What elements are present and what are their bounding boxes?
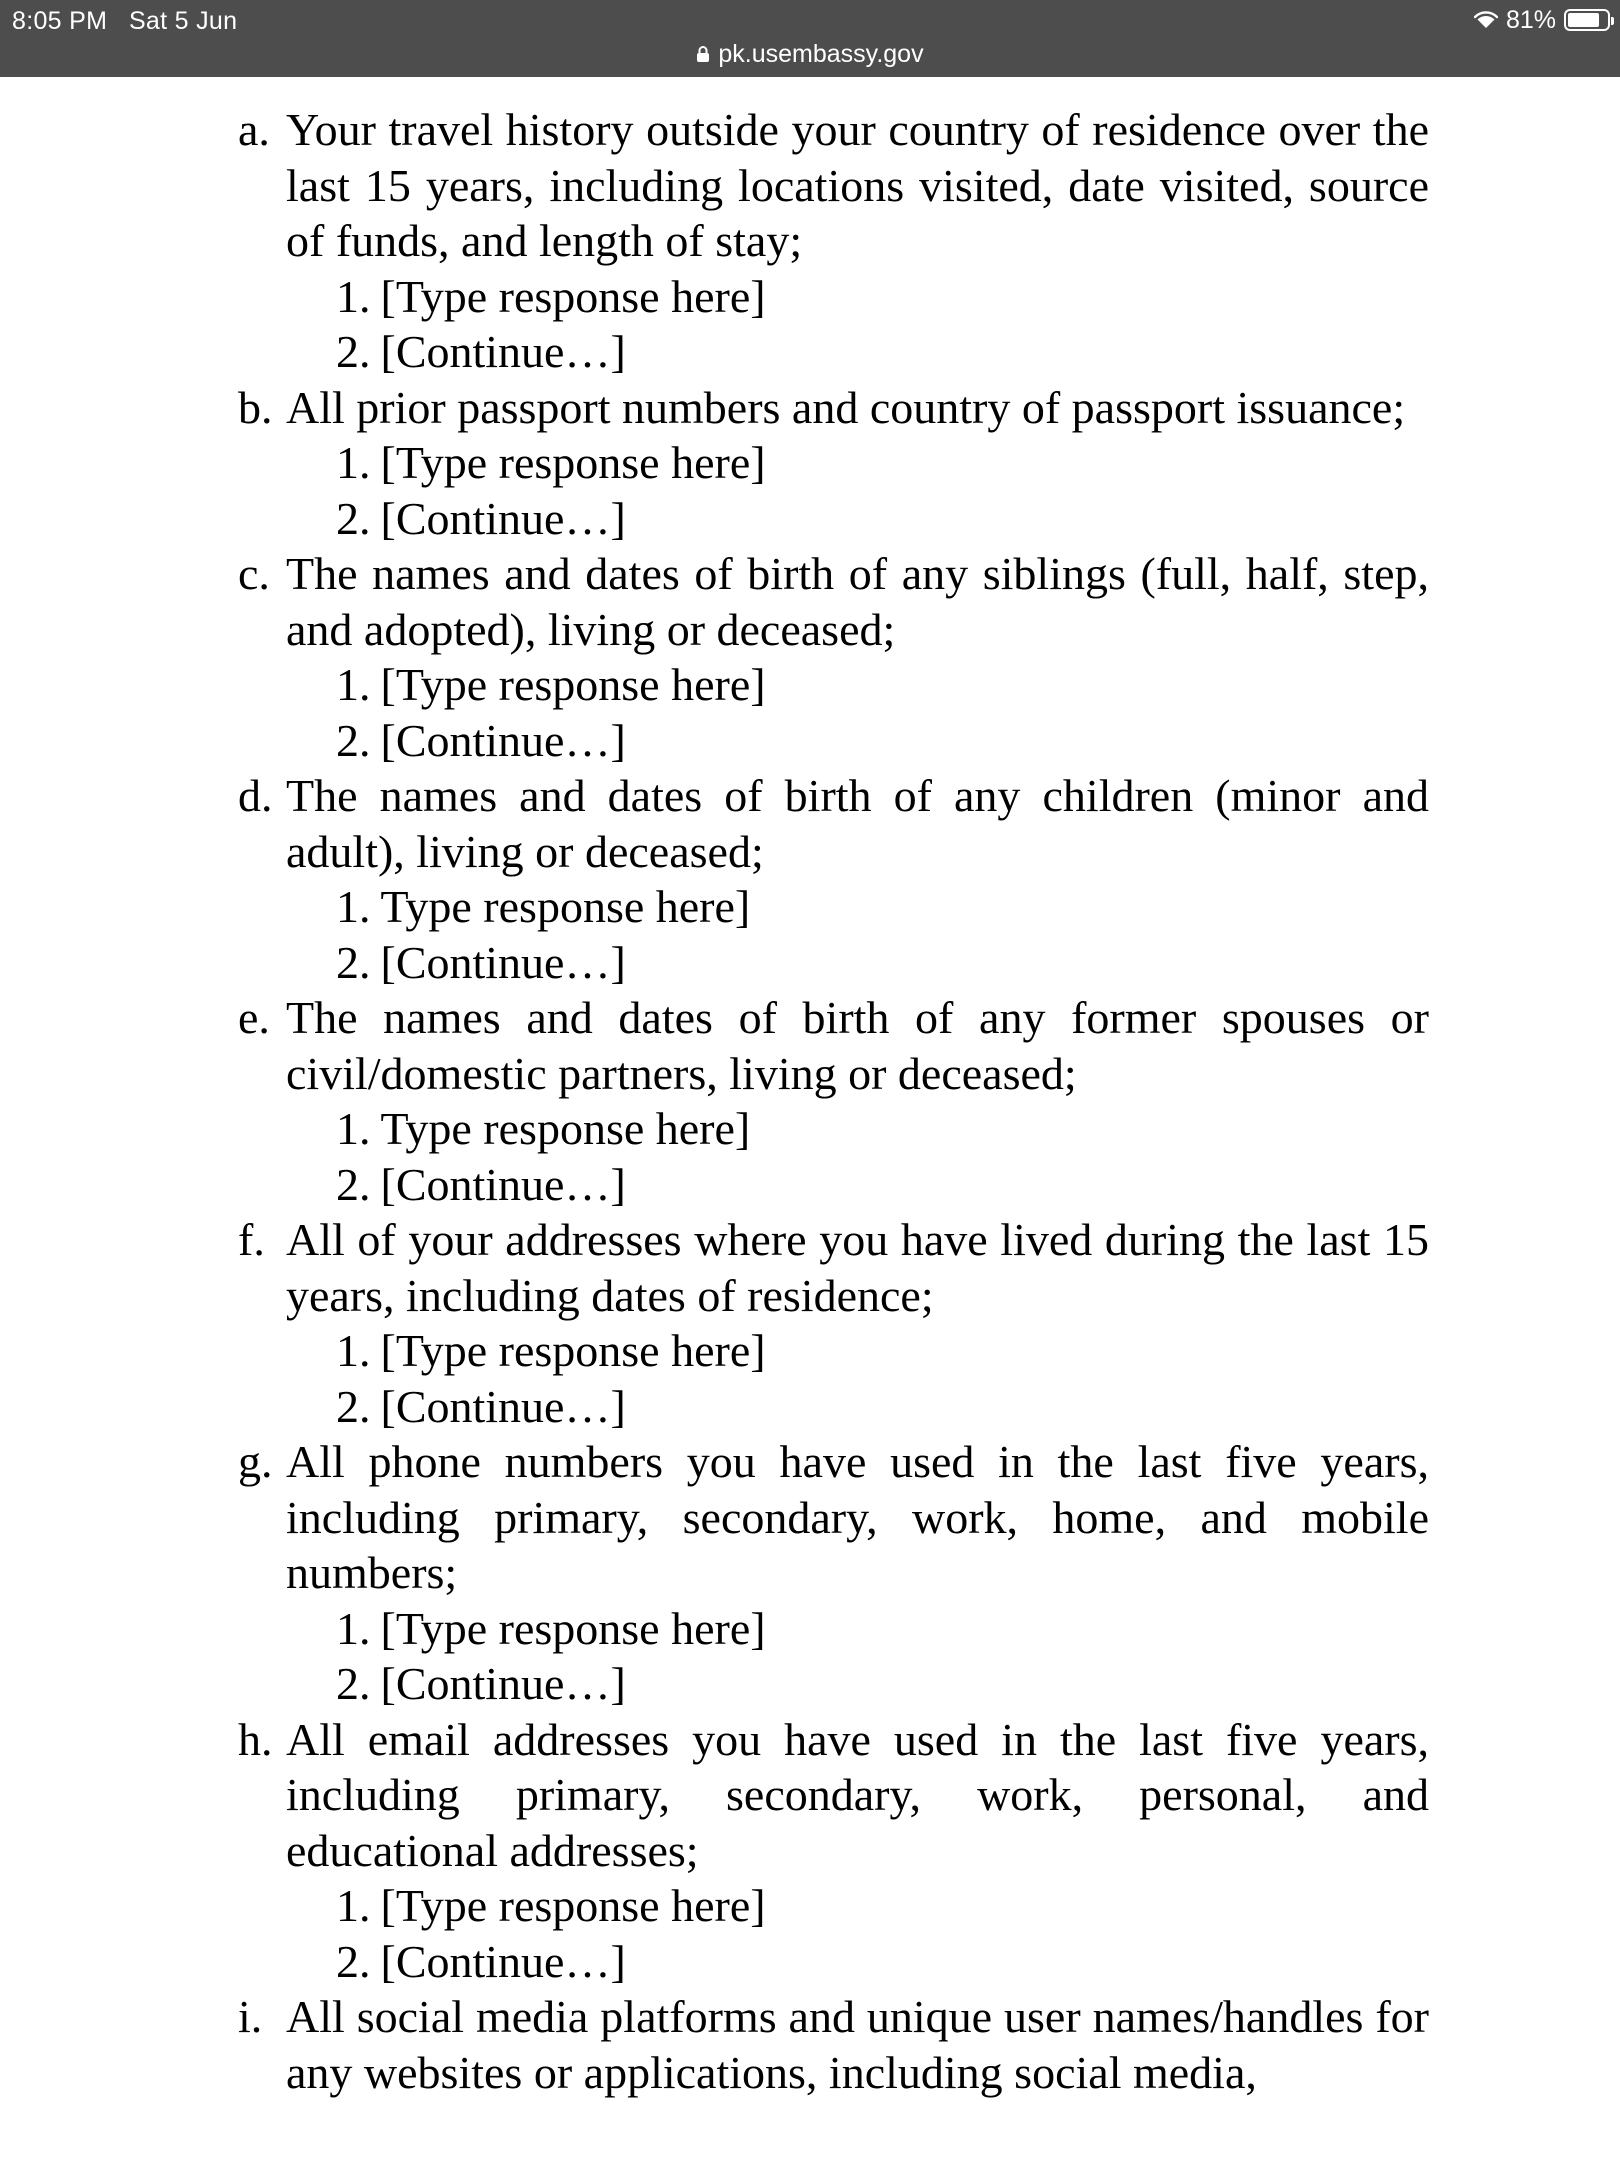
battery-percent: 81% (1505, 5, 1556, 34)
list-item (238, 546, 1429, 768)
list-item (238, 1712, 1429, 1990)
response-text: Type response here] (380, 881, 751, 932)
response-text: [Type response here] (380, 659, 766, 710)
battery-icon (1564, 9, 1610, 31)
status-date: Sat 5 Jun (128, 7, 238, 35)
response-line (336, 324, 1429, 380)
item-letter: d. (238, 770, 273, 821)
response-number: 2. (336, 492, 371, 544)
response-text: [Continue…] (380, 936, 626, 988)
response-line (336, 435, 1429, 491)
item-list (0, 77, 1620, 2100)
item-text: The names and dates of birth of any siblings (full, half, step, and adopted), living or deceased; (286, 548, 1429, 655)
item-letter: e. (238, 992, 270, 1043)
response-line (336, 269, 1429, 325)
response-number: 1. (336, 659, 371, 710)
response-line (336, 1379, 1429, 1435)
top-bar (0, 0, 1620, 77)
response-text: [Continue…] (380, 326, 626, 377)
item-heading (238, 1212, 1429, 1323)
item-text: All prior passport numbers and country of passport issuance; (286, 381, 1406, 433)
list-item (238, 380, 1429, 547)
item-heading (238, 1434, 1429, 1601)
item-letter: c. (238, 548, 270, 599)
response-line (336, 713, 1429, 769)
status-time: 8:05 PM (12, 7, 108, 35)
response-text: [Continue…] (380, 492, 626, 544)
document-content (0, 77, 1620, 2160)
item-heading (238, 1989, 1429, 2100)
response-line (336, 1878, 1429, 1934)
response-line (336, 1934, 1429, 1990)
status-indicators (1474, 5, 1610, 35)
item-letter: b. (238, 381, 273, 433)
response-line (336, 657, 1429, 713)
response-text: [Continue…] (380, 1380, 626, 1432)
response-text: Type response here] (380, 1103, 751, 1154)
item-heading (238, 990, 1429, 1101)
response-text: [Type response here] (380, 270, 766, 322)
response-line (336, 879, 1429, 935)
url-text[interactable]: pk.usembassy.gov (718, 39, 924, 68)
response-line (336, 1101, 1429, 1157)
response-number: 2. (336, 1935, 371, 1987)
response-number: 1. (336, 270, 371, 322)
item-text: All email addresses you have used in the last five years, including primary, secondary, work, personal, and educational addresses; (286, 1713, 1429, 1876)
response-number: 2. (336, 1158, 371, 1210)
item-heading (238, 102, 1429, 269)
subitem-list (286, 1601, 1429, 1712)
list-item (238, 1434, 1429, 1712)
item-letter: a. (238, 104, 270, 155)
response-number: 1. (336, 1325, 371, 1376)
item-text: All phone numbers you have used in the last five years, including primary, secondary, work, home, and mobile numbers; (286, 1436, 1429, 1598)
item-letter: f. (238, 1214, 265, 1265)
lock-icon (696, 45, 710, 63)
response-text: [Continue…] (380, 1158, 626, 1210)
wifi-icon (1474, 11, 1498, 29)
response-text: [Type response here] (380, 1325, 766, 1376)
item-heading (238, 380, 1429, 436)
item-text: The names and dates of birth of any former spouses or civil/domestic partners, living or deceased; (286, 992, 1429, 1099)
subitem-list (286, 1878, 1429, 1989)
response-number: 2. (336, 936, 371, 988)
response-number: 1. (336, 1602, 371, 1654)
subitem-list (286, 269, 1429, 380)
battery-level (1568, 13, 1599, 27)
subitem-list (286, 1101, 1429, 1212)
response-text: [Continue…] (380, 1935, 626, 1987)
list-item (238, 77, 1429, 380)
item-letter: g. (238, 1436, 273, 1487)
response-line (336, 1157, 1429, 1213)
response-text: [Type response here] (380, 1880, 766, 1931)
item-heading (238, 1712, 1429, 1879)
response-number: 1. (336, 1103, 371, 1154)
response-number: 1. (336, 437, 371, 488)
subitem-list (286, 879, 1429, 990)
response-number: 2. (336, 714, 371, 766)
response-line (336, 935, 1429, 991)
response-number: 2. (336, 1380, 371, 1432)
status-time-date (12, 6, 237, 36)
item-letter: i. (238, 1991, 263, 2042)
response-text: [Type response here] (380, 1602, 766, 1654)
item-heading (238, 768, 1429, 879)
subitem-list (286, 1323, 1429, 1434)
list-item (238, 768, 1429, 990)
response-number: 1. (336, 1880, 371, 1931)
response-text: [Continue…] (380, 714, 626, 766)
item-text: The names and dates of birth of any children (minor and adult), living or deceased; (286, 770, 1429, 877)
response-text: [Type response here] (380, 437, 766, 488)
item-heading (238, 546, 1429, 657)
list-item (238, 990, 1429, 1212)
response-number: 2. (336, 1658, 371, 1709)
response-line (336, 1656, 1429, 1712)
response-line (336, 491, 1429, 547)
item-text: All of your addresses where you have lived during the last 15 years, including dates of residence; (286, 1214, 1429, 1321)
response-number: 1. (336, 881, 371, 932)
subitem-list (286, 435, 1429, 546)
response-line (336, 1601, 1429, 1657)
response-number: 2. (336, 326, 371, 377)
list-item (238, 1989, 1429, 2100)
response-line (336, 1323, 1429, 1379)
item-text: All social media platforms and unique user names/handles for any websites or applications, including social media, (286, 1991, 1429, 2098)
item-letter: h. (238, 1713, 273, 1765)
list-item (238, 1212, 1429, 1434)
item-text: Your travel history outside your country of residence over the last 15 years, including locations visited, date visited, source of funds, and length of stay; (286, 104, 1429, 266)
response-text: [Continue…] (380, 1658, 626, 1709)
subitem-list (286, 657, 1429, 768)
address-bar[interactable] (0, 37, 1620, 71)
